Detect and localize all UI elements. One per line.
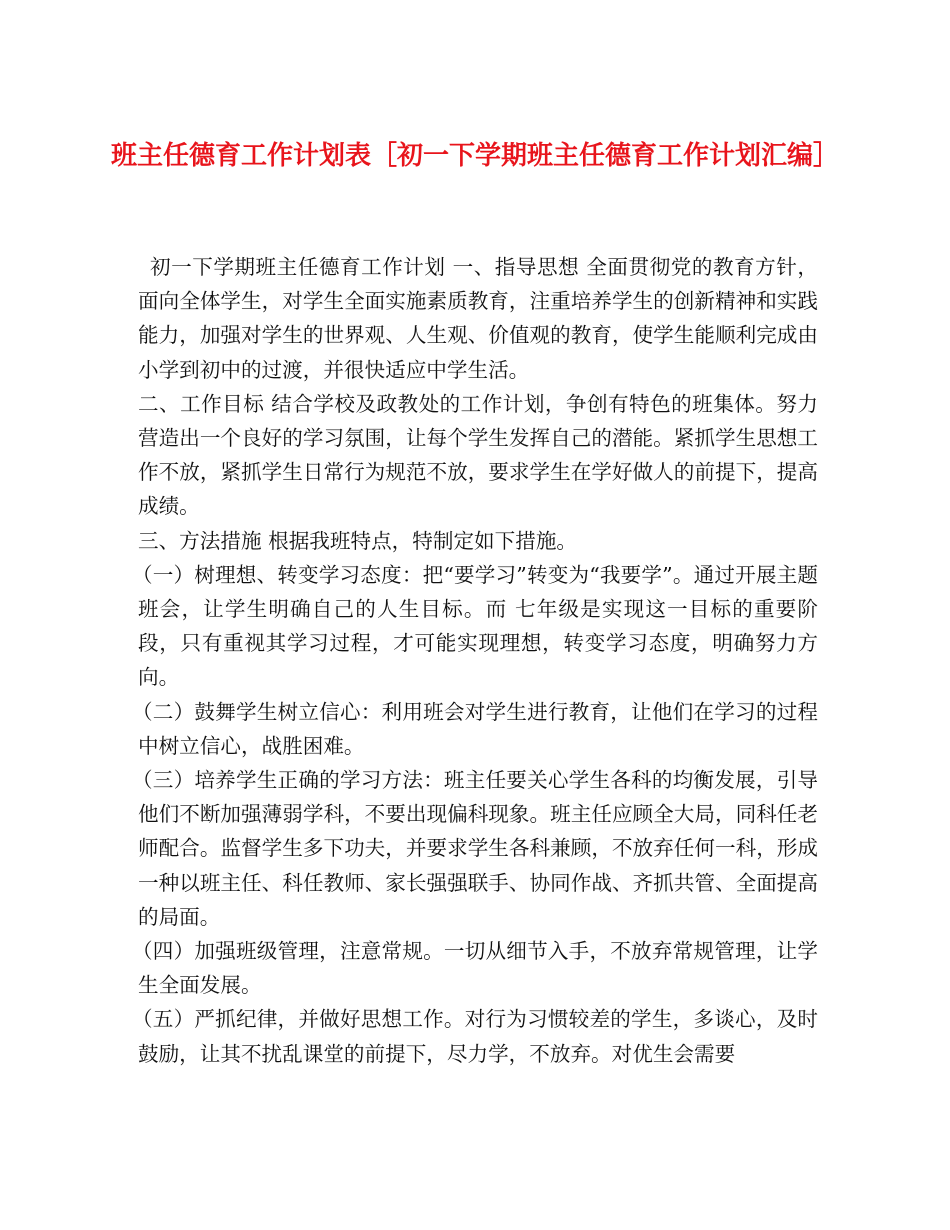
paragraph-methods: 三、方法措施 根据我班特点，特制定如下措施。 (138, 528, 578, 553)
paragraph-measure-4: （四）加强班级管理，注意常规。一切从细节入手，不放弃常规管理，让学生全面发展。 (132, 939, 818, 998)
document-title: 班主任德育工作计划表［初一下学期班主任德育工作计划汇编］ (110, 141, 839, 171)
paragraph-measure-3: （三）培养学生正确的学习方法：班主任要关心学生各科的均衡发展，引导他们不断加强薄弱学科，不要出现偏科现象。班主任应顾全大局，同科任老师配合。监督学生多下功夫，并要求学生各科兼顾，不放弃任何一科，形成一种以班主任、科任教师、家长强强联手、协同作战、齐抓共管、全面提高的局面。 (132, 768, 818, 929)
paragraph-guiding-ideology: 初一下学期班主任德育工作计划 一、指导思想 全面贯彻党的教育方针，面向全体学生，对学生全面实施素质教育，注重培养学生的创新精神和实践能力，加强对学生的世界观、人生观、价值观的教育，使学生能顺利完成由小学到初中的过渡，并很快适应中学生活。 (138, 255, 818, 382)
paragraph-measure-2: （二）鼓舞学生树立信心：利用班会对学生进行教育，让他们在学习的过程中树立信心，战胜困难。 (132, 699, 818, 758)
paragraph-work-goals: 二、工作目标 结合学校及政教处的工作计划，争创有特色的班集体。努力营造出一个良好的学习氛围，让每个学生发挥自己的潜能。紧抓学生思想工作不放，紧抓学生日常行为规范不放，要求学生在学好做人的前提下，提高成绩。 (138, 391, 818, 519)
paragraph-measure-5: （五）严抓纪律，并做好思想工作。对行为习惯较差的学生，多谈心，及时鼓励，让其不扰乱课堂的前提下，尽力学，不放弃。对优生会需要 (132, 1007, 818, 1066)
paragraph-measure-1: （一）树理想、转变学习态度：把“要学习”转变为“我要学”。通过开展主题班会，让学生明确自己的人生目标。而 七年级是实现这一目标的重要阶段，只有重视其学习过程，才可能实现理想，转变学习态度，明确努力方向。 (132, 562, 818, 690)
document-body (132, 250, 818, 1071)
